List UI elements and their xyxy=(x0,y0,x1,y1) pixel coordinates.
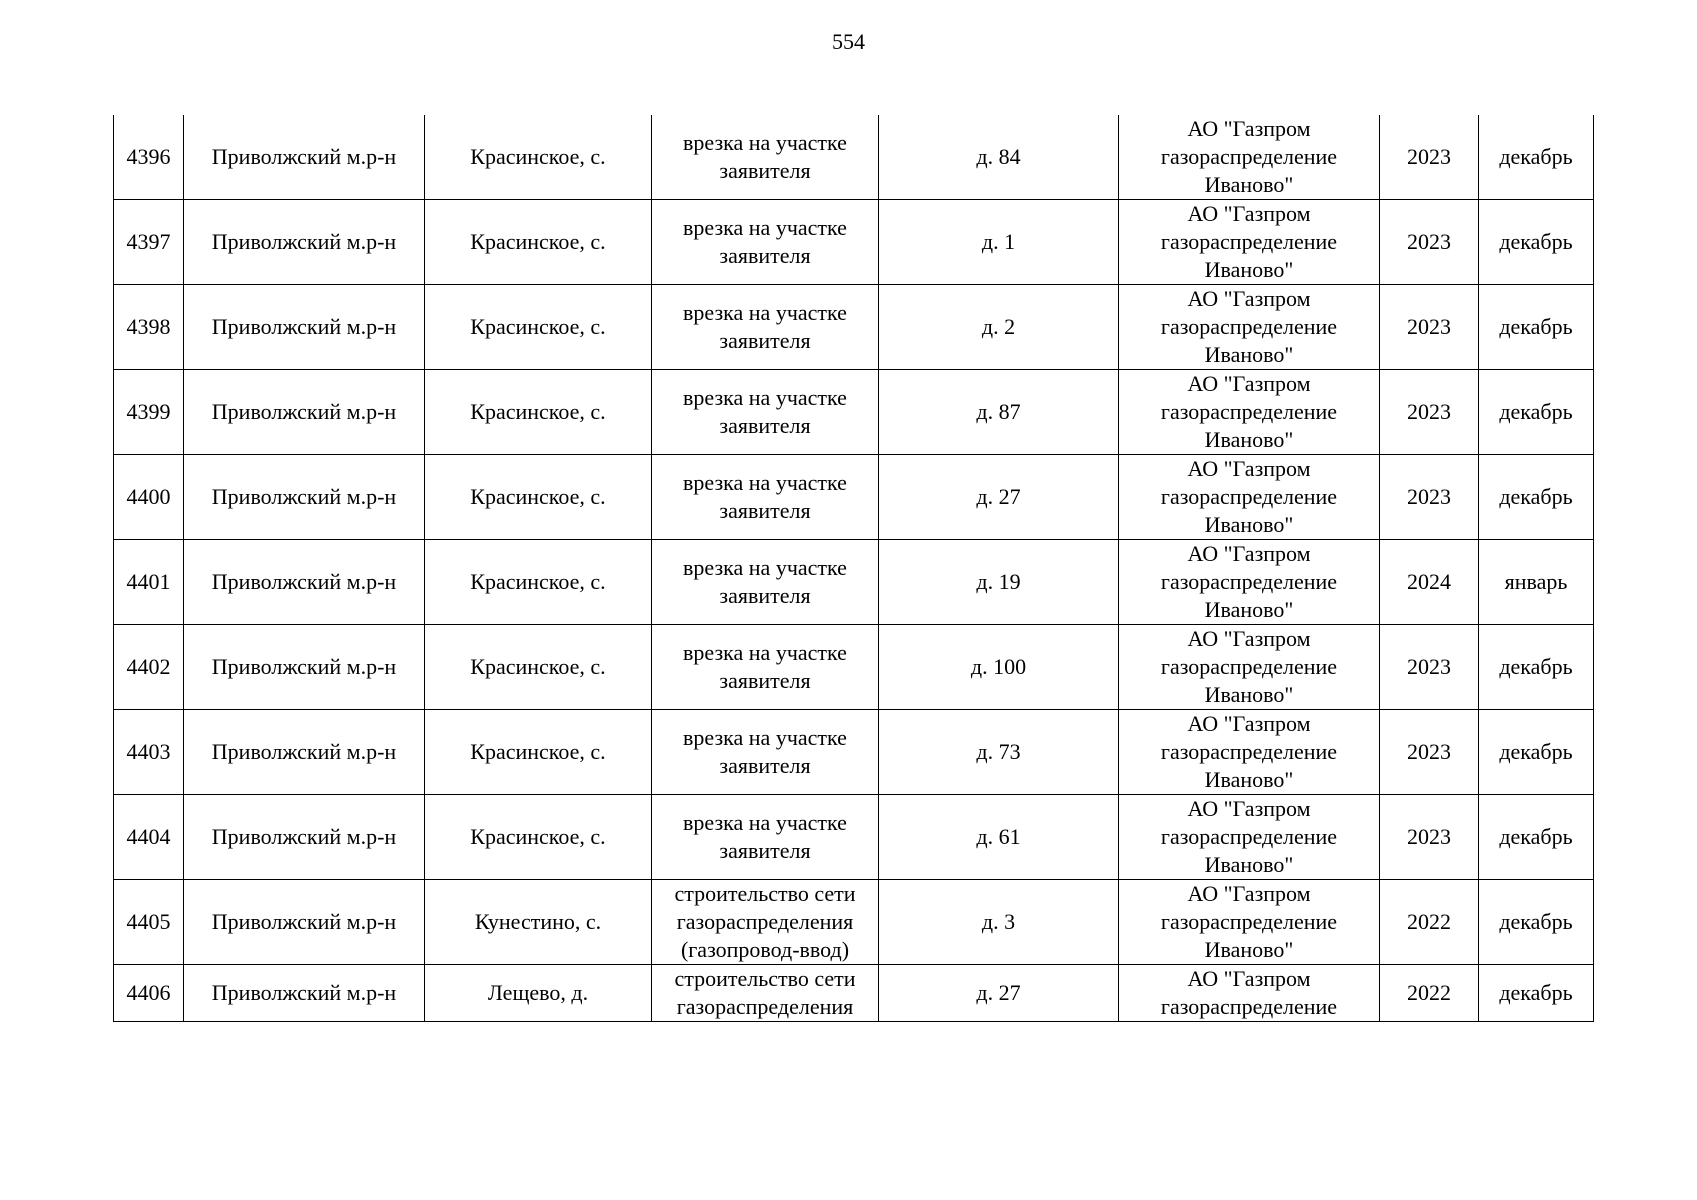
district-cell: Приволжский м.р-н xyxy=(184,200,425,285)
table-row xyxy=(114,710,1594,795)
organization-cell: АО "Газпром газораспределение Иваново" xyxy=(1119,285,1380,370)
month-cell: декабрь xyxy=(1479,710,1594,795)
row-number-cell: 4404 xyxy=(114,795,184,880)
table-body xyxy=(114,115,1594,1022)
district-cell: Приволжский м.р-н xyxy=(184,710,425,795)
house-cell: д. 2 xyxy=(879,285,1119,370)
work-type-cell: врезка на участке заявителя xyxy=(652,540,879,625)
month-cell: декабрь xyxy=(1479,795,1594,880)
table-row xyxy=(114,200,1594,285)
house-cell: д. 3 xyxy=(879,880,1119,965)
month-cell: декабрь xyxy=(1479,625,1594,710)
locality-cell: Красинское, с. xyxy=(425,625,652,710)
year-cell: 2023 xyxy=(1380,625,1479,710)
work-type-cell: врезка на участке заявителя xyxy=(652,370,879,455)
house-cell: д. 87 xyxy=(879,370,1119,455)
row-number-cell: 4406 xyxy=(114,965,184,1022)
work-type-cell: врезка на участке заявителя xyxy=(652,795,879,880)
month-cell: январь xyxy=(1479,540,1594,625)
month-cell: декабрь xyxy=(1479,115,1594,200)
row-number-cell: 4397 xyxy=(114,200,184,285)
work-type-cell: врезка на участке заявителя xyxy=(652,625,879,710)
locality-cell: Красинское, с. xyxy=(425,795,652,880)
month-cell: декабрь xyxy=(1479,285,1594,370)
year-cell: 2023 xyxy=(1380,115,1479,200)
district-cell: Приволжский м.р-н xyxy=(184,880,425,965)
organization-cell: АО "Газпром газораспределение Иваново" xyxy=(1119,880,1380,965)
house-cell: д. 1 xyxy=(879,200,1119,285)
locality-cell: Красинское, с. xyxy=(425,370,652,455)
locality-cell: Красинское, с. xyxy=(425,455,652,540)
work-type-cell: врезка на участке заявителя xyxy=(652,200,879,285)
locality-cell: Красинское, с. xyxy=(425,540,652,625)
district-cell: Приволжский м.р-н xyxy=(184,455,425,540)
gas-connection-table-container xyxy=(113,115,1594,1022)
row-number-cell: 4402 xyxy=(114,625,184,710)
month-cell: декабрь xyxy=(1479,880,1594,965)
table-row xyxy=(114,540,1594,625)
work-type-cell: строительство сети газораспределения (газопровод-ввод) xyxy=(652,880,879,965)
organization-cell: АО "Газпром газораспределение Иваново" xyxy=(1119,540,1380,625)
row-number-cell: 4400 xyxy=(114,455,184,540)
table-row xyxy=(114,285,1594,370)
year-cell: 2023 xyxy=(1380,795,1479,880)
year-cell: 2023 xyxy=(1380,370,1479,455)
locality-cell: Красинское, с. xyxy=(425,710,652,795)
locality-cell: Красинское, с. xyxy=(425,115,652,200)
table-row xyxy=(114,370,1594,455)
year-cell: 2023 xyxy=(1380,710,1479,795)
month-cell: декабрь xyxy=(1479,455,1594,540)
row-number-cell: 4403 xyxy=(114,710,184,795)
locality-cell: Красинское, с. xyxy=(425,285,652,370)
house-cell: д. 73 xyxy=(879,710,1119,795)
house-cell: д. 27 xyxy=(879,965,1119,1022)
table-row xyxy=(114,115,1594,200)
table-row xyxy=(114,795,1594,880)
district-cell: Приволжский м.р-н xyxy=(184,115,425,200)
work-type-cell: врезка на участке заявителя xyxy=(652,710,879,795)
house-cell: д. 84 xyxy=(879,115,1119,200)
house-cell: д. 19 xyxy=(879,540,1119,625)
page-number: 554 xyxy=(832,29,865,54)
year-cell: 2022 xyxy=(1380,880,1479,965)
organization-cell: АО "Газпром газораспределение Иваново" xyxy=(1119,115,1380,200)
organization-cell: АО "Газпром газораспределение Иваново" xyxy=(1119,370,1380,455)
year-cell: 2023 xyxy=(1380,285,1479,370)
row-number-cell: 4398 xyxy=(114,285,184,370)
organization-cell: АО "Газпром газораспределение Иваново" xyxy=(1119,795,1380,880)
month-cell: декабрь xyxy=(1479,965,1594,1022)
month-cell: декабрь xyxy=(1479,200,1594,285)
year-cell: 2023 xyxy=(1380,455,1479,540)
table-row xyxy=(114,455,1594,540)
locality-cell: Кунестино, с. xyxy=(425,880,652,965)
district-cell: Приволжский м.р-н xyxy=(184,370,425,455)
district-cell: Приволжский м.р-н xyxy=(184,285,425,370)
organization-cell: АО "Газпром газораспределение Иваново" xyxy=(1119,625,1380,710)
row-number-cell: 4401 xyxy=(114,540,184,625)
work-type-cell: строительство сети газораспределения xyxy=(652,965,879,1022)
house-cell: д. 100 xyxy=(879,625,1119,710)
table-row xyxy=(114,880,1594,965)
year-cell: 2023 xyxy=(1380,200,1479,285)
organization-cell: АО "Газпром газораспределение xyxy=(1119,965,1380,1022)
locality-cell: Лещево, д. xyxy=(425,965,652,1022)
work-type-cell: врезка на участке заявителя xyxy=(652,285,879,370)
organization-cell: АО "Газпром газораспределение Иваново" xyxy=(1119,200,1380,285)
house-cell: д. 27 xyxy=(879,455,1119,540)
month-cell: декабрь xyxy=(1479,370,1594,455)
year-cell: 2022 xyxy=(1380,965,1479,1022)
district-cell: Приволжский м.р-н xyxy=(184,795,425,880)
table-row xyxy=(114,965,1594,1022)
gas-connection-table xyxy=(113,115,1594,1022)
work-type-cell: врезка на участке заявителя xyxy=(652,455,879,540)
organization-cell: АО "Газпром газораспределение Иваново" xyxy=(1119,710,1380,795)
organization-cell: АО "Газпром газораспределение Иваново" xyxy=(1119,455,1380,540)
table-row xyxy=(114,625,1594,710)
house-cell: д. 61 xyxy=(879,795,1119,880)
row-number-cell: 4399 xyxy=(114,370,184,455)
row-number-cell: 4396 xyxy=(114,115,184,200)
row-number-cell: 4405 xyxy=(114,880,184,965)
district-cell: Приволжский м.р-н xyxy=(184,625,425,710)
locality-cell: Красинское, с. xyxy=(425,200,652,285)
year-cell: 2024 xyxy=(1380,540,1479,625)
work-type-cell: врезка на участке заявителя xyxy=(652,115,879,200)
district-cell: Приволжский м.р-н xyxy=(184,965,425,1022)
district-cell: Приволжский м.р-н xyxy=(184,540,425,625)
